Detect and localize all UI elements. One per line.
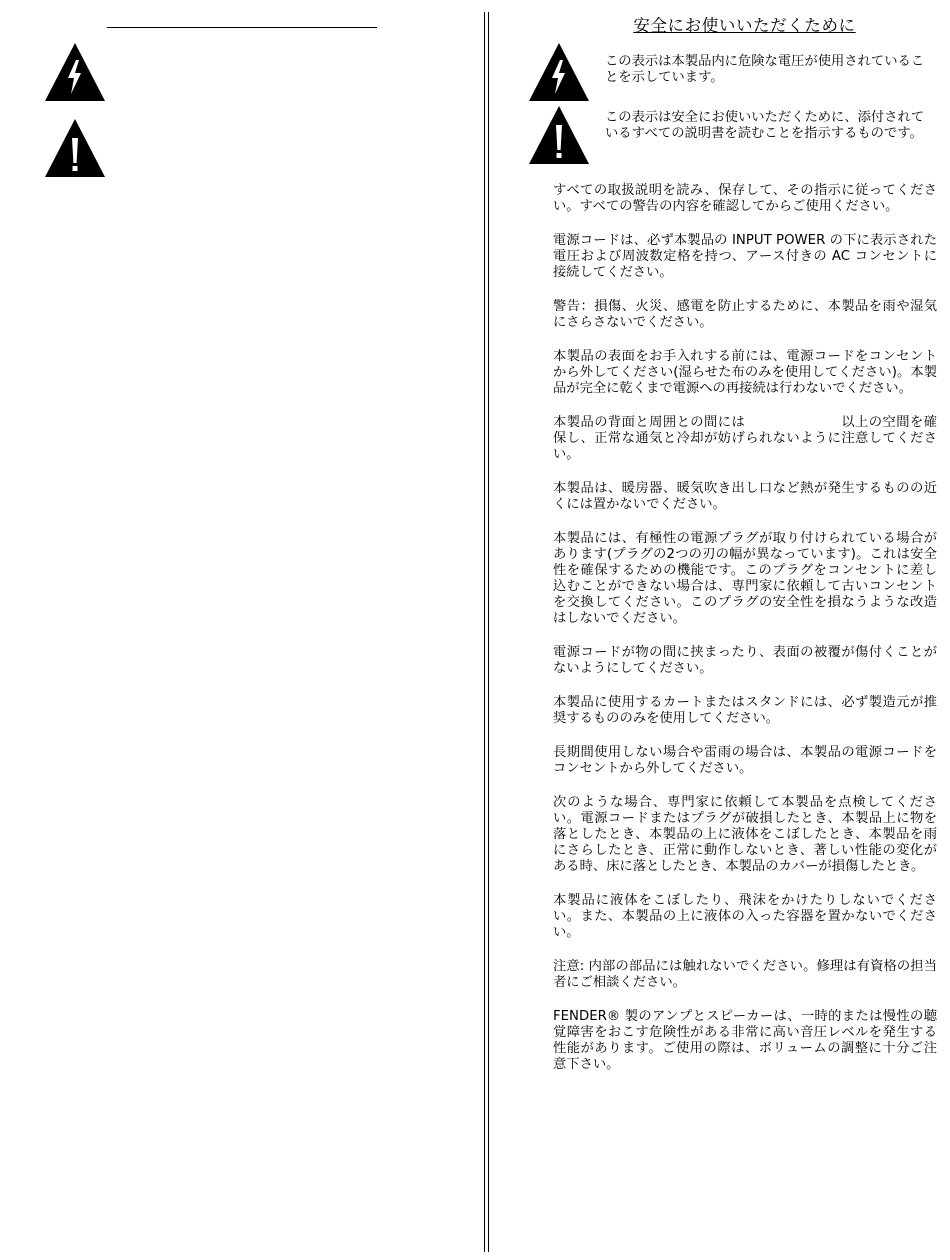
instruction-paragraph: すべての取扱説明を読み、保存して、その指示に従ってください。すべての警告の内容を確認してからご使用ください。 xyxy=(553,183,937,214)
page-title: 安全にお使いいただくために xyxy=(633,16,856,35)
instruction-paragraph: FENDER® 製のアンプとスピーカーは、一時的または慢性の聴覚障害をおこす危険性がある非常に高い音圧レベルを発生する性能があります。ご使用の際は、ボリュームの調整に十分ご注意下さい。 xyxy=(553,1009,937,1072)
lightning-symbol-description: この表示は本製品内に危険な電圧が使用されていることを示しています。 xyxy=(605,54,925,85)
lightning-warning-icon xyxy=(528,42,590,102)
instruction-paragraph: 本製品に使用するカートまたはスタンドには、必ず製造元が推奨するもののみを使用してください。 xyxy=(553,695,937,726)
lightning-warning-icon xyxy=(44,42,106,102)
instruction-paragraph: 本製品は、暖房器、暖気吹き出し口など熱が発生するものの近くには置かないでください。 xyxy=(553,481,937,512)
instruction-paragraph: 長期間使用しない場合や雷雨の場合は、本製品の電源コードをコンセントから外してください。 xyxy=(553,745,937,776)
instruction-paragraph: 本製品には、有極性の電源プラグが取り付けられている場合があります(プラグの2つの刃の幅が異なっています)。これは安全性を確保するための機能です。このプラグをコンセントに差し込むことができない場合は、専門家に依頼して古いコンセントを交換してください。このプラグの安全性を損なうような改造はしないでください。 xyxy=(553,531,937,626)
instruction-paragraph: 本製品の背面と周囲との間には 以上の空間を確保し、正常な通気と冷却が妨げられないように注意してください。 xyxy=(553,415,937,462)
column-divider xyxy=(484,12,489,1252)
left-title-rule xyxy=(107,27,377,28)
safety-instructions xyxy=(553,183,937,1091)
instruction-paragraph: 電源コードが物の間に挟まったり、表面の被覆が傷付くことがないようにしてください。 xyxy=(553,645,937,676)
instruction-paragraph: 注意: 内部の部品には触れないでください。修理は有資格の担当者にご相談ください。 xyxy=(553,959,937,990)
exclamation-warning-icon xyxy=(44,118,106,178)
instruction-paragraph: 電源コードは、必ず本製品の INPUT POWER の下に表示された電圧および周波数定格を持つ、アース付きの AC コンセントに接続してください。 xyxy=(553,233,937,280)
instruction-paragraph: 本製品の表面をお手入れする前には、電源コードをコンセントから外してください(湿らせた布のみを使用してください)。本製品が完全に乾くまで電源への再接続は行わないでください。 xyxy=(553,349,937,396)
instruction-paragraph: 次のような場合、専門家に依頼して本製品を点検してください。電源コードまたはプラグが破損したとき、本製品上に物を落としたとき、本製品の上に液体をこぼしたとき、本製品を雨にさらしたとき、正常に動作しないとき、著しい性能の変化がある時、床に落としたとき、本製品のカバーが損傷したとき。 xyxy=(553,795,937,874)
exclamation-symbol-description: この表示は安全にお使いいただくために、添付されているすべての説明書を読むことを指示するものです。 xyxy=(605,110,925,141)
instruction-paragraph: 警告：損傷、火災、感電を防止するために、本製品を雨や湿気にさらさないでください。 xyxy=(553,299,937,330)
exclamation-warning-icon xyxy=(528,105,590,165)
instruction-paragraph: 本製品に液体をこぼしたり、飛沫をかけたりしないでください。また、本製品の上に液体の入った容器を置かないでください。 xyxy=(553,893,937,940)
